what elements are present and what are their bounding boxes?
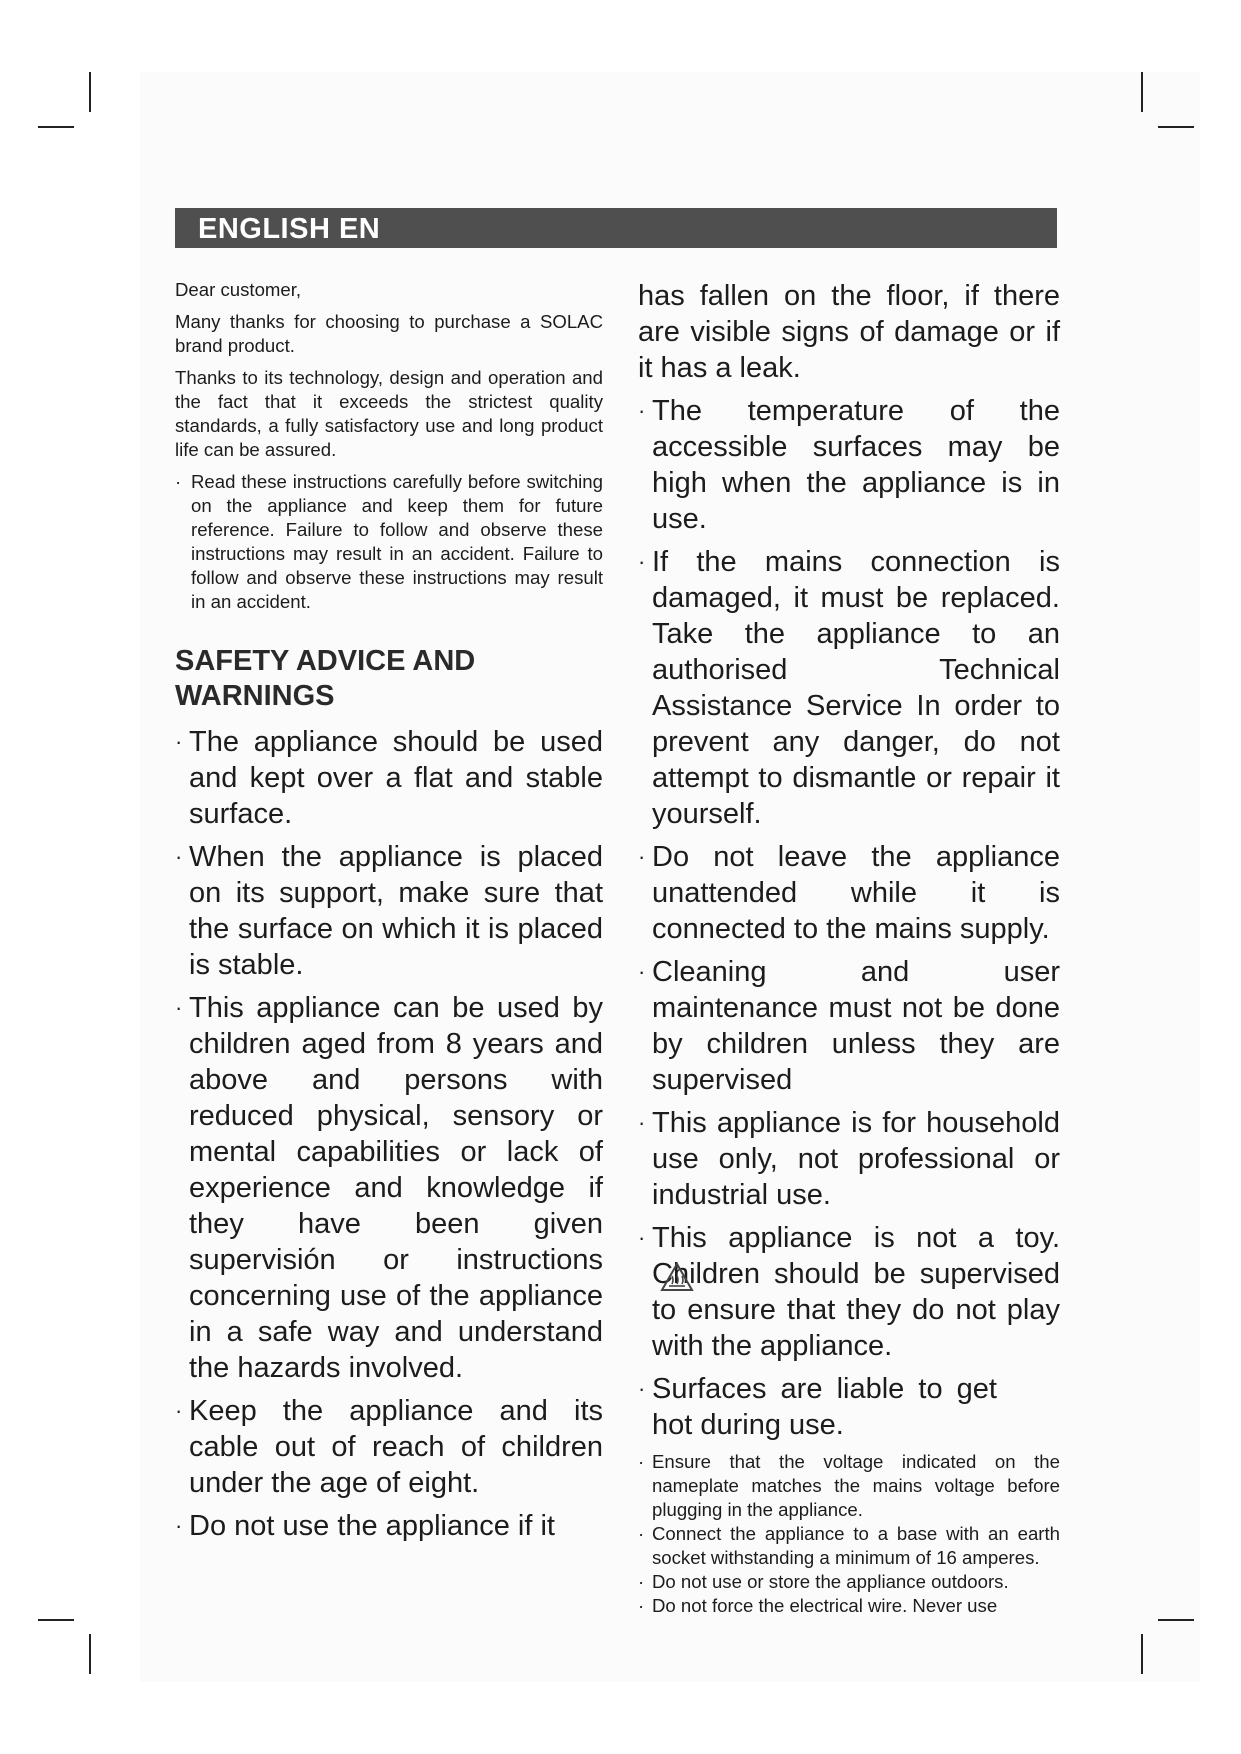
crop-mark <box>1141 1634 1143 1674</box>
crop-mark <box>38 126 74 128</box>
safety-item: · Cleaning and user maintenance must not be done by children unless they are supervised <box>638 954 1060 1098</box>
safety-item: · This appliance is for household use only, not professional or industrial use. <box>638 1105 1060 1213</box>
greeting: Dear customer, <box>175 279 302 300</box>
language-title: ENGLISH EN <box>198 213 381 245</box>
crop-mark <box>1158 126 1194 128</box>
crop-mark <box>89 1634 91 1674</box>
safety-note: · Connect the appliance to a base with an earth socket withstanding a minimum of 16 amperes. <box>638 1522 1060 1570</box>
safety-item: · The temperature of the accessible surfaces may be high when the appliance is in use. <box>638 393 1060 537</box>
safety-item: · This appliance can be used by children aged from 8 years and above and persons with reduced physical, sensory or mental capabilities or lack of experience and knowledge if they have been given supervisión or instructions concerning use of the appliance in a safe way and understand the hazards involved. <box>175 990 603 1386</box>
technology-paragraph: Thanks to its technology, design and operation and the fact that it exceeds the strictest quality standards, a fully satisfactory use and long product life can be assured. <box>175 367 603 460</box>
safety-list-small <box>638 1450 1060 1618</box>
intro-section <box>175 278 603 462</box>
crop-mark <box>1158 1619 1194 1621</box>
safety-list-left <box>175 724 603 1544</box>
safety-note: · Do not force the electrical wire. Never use <box>638 1594 1060 1618</box>
safety-item: · The appliance should be used and kept over a flat and stable surface. <box>175 724 603 832</box>
left-column <box>175 278 603 1551</box>
crop-mark <box>1141 72 1143 112</box>
hot-surface-warning: · Surfaces are liable to get hot during use. <box>638 1371 997 1443</box>
hot-surface-warning-icon <box>660 1262 694 1292</box>
language-header <box>175 208 1057 248</box>
safety-item: · Keep the appliance and its cable out of reach of children under the age of eight. <box>175 1393 603 1501</box>
read-instructions-note: · Read these instructions carefully before switching on the appliance and keep them for future reference. Failure to follow and observe these instructions may result in an accident. Failure to follow and observe these instructions may result in an accident. <box>175 470 603 614</box>
safety-item: · When the appliance is placed on its support, make sure that the surface on which it is placed is stable. <box>175 839 603 983</box>
safety-item: · Do not leave the appliance unattended while it is connected to the mains supply. <box>638 839 1060 947</box>
safety-list-right <box>638 393 1060 1443</box>
thanks-paragraph: Many thanks for choosing to purchase a SOLAC brand product. <box>175 311 603 356</box>
safety-note: · Ensure that the voltage indicated on the nameplate matches the mains voltage before plugging in the appliance. <box>638 1450 1060 1522</box>
crop-mark <box>89 72 91 112</box>
safety-item: · This appliance is not a toy. Children should be supervised to ensure that they do not play with the appliance. <box>638 1220 1060 1364</box>
safety-title: SAFETY ADVICE AND WARNINGS <box>175 645 476 712</box>
safety-item: · If the mains connection is damaged, it must be replaced. Take the appliance to an authorised Technical Assistance Service In order to prevent any danger, do not attempt to dismantle or repair it yourself. <box>638 544 1060 832</box>
safety-item-continuation: has fallen on the floor, if there are visible signs of damage or if it has a leak. <box>638 280 1060 384</box>
right-column <box>638 278 1060 1618</box>
safety-item: · Do not use the appliance if it <box>175 1508 603 1544</box>
safety-note: · Do not use or store the appliance outdoors. <box>638 1570 1060 1594</box>
crop-mark <box>38 1619 74 1621</box>
